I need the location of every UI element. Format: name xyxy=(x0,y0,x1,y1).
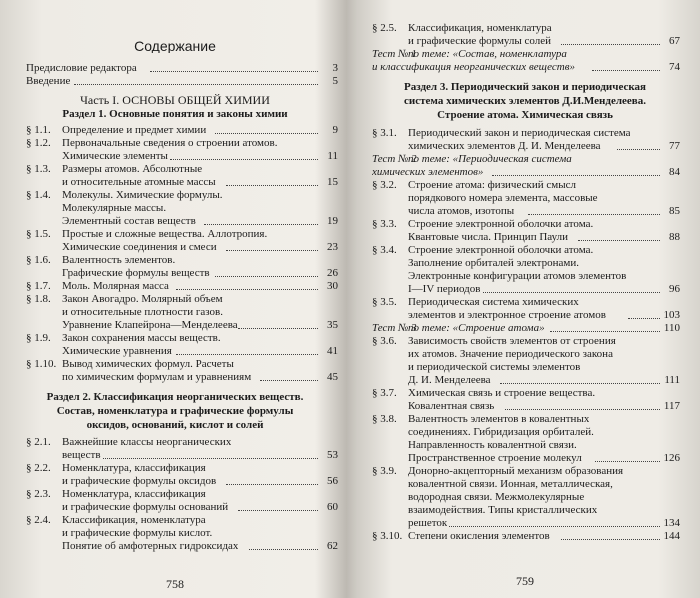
toc-page-number: 96 xyxy=(669,283,680,295)
toc-entry-number: § 1.6. xyxy=(26,254,51,266)
toc-entry-number: § 2.5. xyxy=(372,22,397,34)
toc-entry-title: Элементный состав веществ xyxy=(62,215,196,227)
right-page xyxy=(350,0,700,598)
dot-leader xyxy=(628,318,660,319)
toc-entry-title: и относительные атомные массы xyxy=(62,176,216,188)
dot-leader xyxy=(617,149,660,150)
dot-leader xyxy=(500,383,660,384)
toc-page-number: 134 xyxy=(663,517,680,529)
toc-entry-title: Д. И. Менделеева xyxy=(408,374,491,386)
toc-entry-number: § 3.1. xyxy=(372,127,397,139)
toc-entry-number: § 3.5. xyxy=(372,296,397,308)
dot-leader xyxy=(505,409,660,410)
toc-page-number: 19 xyxy=(327,215,338,227)
toc-page-number: 77 xyxy=(669,140,680,152)
toc-entry-title: и графические формулы кислот. xyxy=(62,527,213,539)
toc-page-number: 41 xyxy=(327,345,338,357)
toc-entry-number: § 3.7. xyxy=(372,387,397,399)
toc-entry-number: Тест № 3 xyxy=(372,322,417,334)
dot-leader xyxy=(226,185,318,186)
toc-entry-title: Квантовые числа. Принцип Паули xyxy=(408,231,568,243)
toc-entry-title: Пространственное строение молекул xyxy=(408,452,582,464)
toc-entry-number: § 1.7. xyxy=(26,280,51,292)
toc-entry-title: и периодической системы элементов xyxy=(408,361,581,373)
toc-entry-title: Закон сохранения массы веществ. xyxy=(62,332,221,344)
toc-entry-title: веществ xyxy=(62,449,101,461)
toc-entry-title: и относительные плотности газов. xyxy=(62,306,223,318)
toc-entry-number: Тест № 2 xyxy=(372,153,417,165)
toc-entry-number: § 1.9. xyxy=(26,332,51,344)
toc-entry-title: Классификация, номенклатура xyxy=(62,514,206,526)
toc-entry-number: § 3.9. xyxy=(372,465,397,477)
toc-entry-number: § 3.10. xyxy=(372,530,403,542)
toc-entry-title: Размеры атомов. Абсолютные xyxy=(62,163,203,175)
toc-entry-title: по химическим формулам и уравнениям xyxy=(62,371,252,383)
toc-entry-title: Моль. Молярная масса xyxy=(62,280,169,292)
toc-entry-title: Закон Авогадро. Молярный объем xyxy=(62,293,223,305)
toc-entry-number: § 3.4. xyxy=(372,244,397,256)
toc-entry-title: Номенклатура, классификация xyxy=(62,462,206,474)
toc-page-number: 60 xyxy=(327,501,338,513)
dot-leader xyxy=(204,224,318,225)
toc-entry-title: Строение электронной оболочки атома. xyxy=(408,218,594,230)
toc-entry-title: ковалентной связи. Ионная, металлическая, xyxy=(408,478,613,490)
dot-leader xyxy=(215,133,318,134)
toc-entry-title: Химические уравнения xyxy=(62,345,172,357)
toc-entry-title: Степени окисления элементов xyxy=(408,530,550,542)
dot-leader xyxy=(176,354,318,355)
dot-leader xyxy=(226,250,318,251)
folio-number: 759 xyxy=(516,575,534,588)
toc-entry-title: элементов и электронное строение атомов xyxy=(408,309,606,321)
toc-entry-number: § 3.6. xyxy=(372,335,397,347)
toc-entry-title: Графические формулы веществ xyxy=(62,267,210,279)
toc-entry-number: § 3.8. xyxy=(372,413,397,425)
section-title: Раздел 1. Основные понятия и законы химии xyxy=(62,108,288,120)
toc-entry-number: § 1.2. xyxy=(26,137,51,149)
toc-entry-title: химических элементов Д. И. Менделеева xyxy=(408,140,601,152)
toc-page-number: 74 xyxy=(669,61,680,73)
toc-entry-title: Молекулы. Химические формулы. xyxy=(62,189,223,201)
toc-page-number: 53 xyxy=(327,449,338,461)
toc-entry-title: их атомов. Значение периодического закона xyxy=(408,348,613,360)
dot-leader xyxy=(226,484,318,485)
dot-leader xyxy=(170,159,318,160)
dot-leader xyxy=(561,539,660,540)
toc-entry-title: Номенклатура, классификация xyxy=(62,488,206,500)
toc-entry-title: по теме: «Строение атома» xyxy=(408,322,545,334)
toc-entry-number: § 1.5. xyxy=(26,228,51,240)
toc-entry-title: Периодический закон и периодическая система xyxy=(408,127,631,139)
toc-page-number: 103 xyxy=(663,309,680,321)
section-title: система химических элементов Д.И.Менделеева. xyxy=(404,95,646,107)
toc-page-number: 3 xyxy=(332,62,338,74)
toc-page-number: 30 xyxy=(327,280,338,292)
toc-entry-title: Определение и предмет химии xyxy=(62,124,207,136)
part-title: Часть I. ОСНОВЫ ОБЩЕЙ ХИМИИ xyxy=(80,94,270,107)
toc-page-number: 5 xyxy=(332,75,338,87)
toc-entry-title: Простые и сложные вещества. Аллотропия. xyxy=(62,228,268,240)
toc-entry-title: Химические соединения и смеси xyxy=(62,241,217,253)
toc-entry-title: Заполнение орбиталей электронами. xyxy=(408,257,579,269)
toc-entry-title: водородная связи. Межмолекулярные xyxy=(408,491,585,503)
toc-entry-title: соединениях. Гибридизация орбиталей. xyxy=(408,426,594,438)
toc-page-number: 67 xyxy=(669,35,680,47)
dot-leader xyxy=(449,526,660,527)
toc-entry-number: § 2.2. xyxy=(26,462,51,474)
toc-entry-title: по теме: «Периодическая система xyxy=(408,153,572,165)
toc-page-number: 56 xyxy=(327,475,338,487)
toc-page-number: 111 xyxy=(664,374,680,386)
toc-page-number: 26 xyxy=(327,267,338,279)
toc-entry-number: § 2.3. xyxy=(26,488,51,500)
toc-entry-number: Тест № 1 xyxy=(372,48,417,60)
toc-entry-number: § 3.2. xyxy=(372,179,397,191)
dot-leader xyxy=(74,84,318,85)
section-title: Строение атома. Химическая связь xyxy=(437,109,613,121)
toc-entry-title: Валентность элементов в ковалентных xyxy=(408,413,590,425)
toc-page-number: 23 xyxy=(327,241,338,253)
dot-leader xyxy=(238,328,318,329)
toc-entry-number: § 2.1. xyxy=(26,436,51,448)
dot-leader xyxy=(483,292,660,293)
toc-page-number: 9 xyxy=(332,124,338,136)
toc-entry-title: решеток xyxy=(408,517,448,529)
toc-entry-number: § 1.8. xyxy=(26,293,51,305)
section-title: оксидов, оснований, кислот и солей xyxy=(86,419,264,431)
dot-leader xyxy=(215,276,318,277)
toc-entry-title: и графические формулы оснований xyxy=(62,501,229,513)
toc-page-number: 85 xyxy=(669,205,680,217)
toc-page-number: 144 xyxy=(663,530,680,542)
toc-entry-title: Первоначальные сведения о строении атомов. xyxy=(62,137,278,149)
toc-page-number: 110 xyxy=(663,322,680,334)
toc-intro-title: Введение xyxy=(26,75,71,87)
dot-leader xyxy=(249,549,318,550)
dot-leader xyxy=(561,44,660,45)
dot-leader xyxy=(492,175,660,176)
folio-number: 758 xyxy=(166,578,184,591)
toc-entry-title: числа атомов, изотопы xyxy=(408,205,515,217)
toc-page-number: 84 xyxy=(669,166,680,178)
toc-entry-title: Электронные конфигурации атомов элементов xyxy=(408,270,627,282)
toc-entry-title: химических элементов» xyxy=(372,166,484,178)
section-title: Раздел 3. Периодический закон и периодическая xyxy=(404,81,646,93)
toc-entry-title: порядкового номера элемента, массовые xyxy=(408,192,598,204)
toc-entry-title: Направленность ковалентной связи. xyxy=(408,439,577,451)
toc-entry-title: и классификация неорганических веществ» xyxy=(372,61,576,73)
toc-entry-title: Молекулярные массы. xyxy=(62,202,167,214)
toc-entry-title: Уравнение Клапейрона—Менделеева xyxy=(62,319,238,331)
toc-page-number: 35 xyxy=(327,319,338,331)
dot-leader xyxy=(550,331,660,332)
toc-page-number: 11 xyxy=(327,150,338,162)
toc-entry-number: § 1.1. xyxy=(26,124,51,136)
dot-leader xyxy=(592,70,660,71)
toc-entry-title: Понятие об амфотерных гидроксидах xyxy=(62,540,239,552)
toc-page-number: 88 xyxy=(669,231,680,243)
toc-page-number: 62 xyxy=(327,540,338,552)
toc-entry-title: Строение электронной оболочки атома. xyxy=(408,244,594,256)
toc-page-number: 45 xyxy=(327,371,338,383)
toc-entry-number: § 3.3. xyxy=(372,218,397,230)
dot-leader xyxy=(176,289,318,290)
toc-entry-number: § 1.3. xyxy=(26,163,51,175)
toc-entry-title: Важнейшие классы неорганических xyxy=(62,436,232,448)
toc-intro-title: Предисловие редактора xyxy=(26,62,137,74)
toc-entry-title: Ковалентная связь xyxy=(408,400,495,412)
dot-leader xyxy=(238,510,318,511)
dot-leader xyxy=(595,461,660,462)
toc-entry-title: Донорно-акцепторный механизм образования xyxy=(408,465,624,477)
toc-entry-title: Периодическая система химических xyxy=(408,296,579,308)
toc-entry-title: взаимодействия. Типы кристаллических xyxy=(408,504,598,516)
toc-entry-title: Химическая связь и строение вещества. xyxy=(408,387,596,399)
toc-entry-title: и графические формулы солей xyxy=(408,35,552,47)
section-title: Раздел 2. Классификация неорганических веществ. xyxy=(46,391,304,403)
toc-entry-title: и графические формулы оксидов xyxy=(62,475,217,487)
toc-entry-number: § 1.10. xyxy=(26,358,57,370)
dot-leader xyxy=(150,71,318,72)
toc-page-number: 126 xyxy=(663,452,680,464)
section-title: Состав, номенклатура и графические формулы xyxy=(56,405,294,417)
toc-page-number: 15 xyxy=(327,176,338,188)
toc-entry-title: Зависимость свойств элементов от строения xyxy=(408,335,616,347)
toc-entry-title: Строение атома: физический смысл xyxy=(408,179,576,191)
toc-page-number: 117 xyxy=(663,400,680,412)
toc-entry-title: Вывод химических формул. Расчеты xyxy=(62,358,234,370)
toc-entry-title: Валентность элементов. xyxy=(62,254,176,266)
toc-entry-number: § 1.4. xyxy=(26,189,51,201)
dot-leader xyxy=(260,380,318,381)
toc-entry-title: Химические элементы xyxy=(62,150,168,162)
toc-entry-title: Классификация, номенклатура xyxy=(408,22,552,34)
dot-leader xyxy=(103,458,318,459)
dot-leader xyxy=(578,240,660,241)
toc-entry-title: I—IV периодов xyxy=(408,283,481,295)
dot-leader xyxy=(528,214,660,215)
toc-heading: Содержание xyxy=(134,40,216,53)
toc-entry-number: § 2.4. xyxy=(26,514,51,526)
toc-entry-title: по теме: «Состав, номенклатура xyxy=(408,48,567,60)
